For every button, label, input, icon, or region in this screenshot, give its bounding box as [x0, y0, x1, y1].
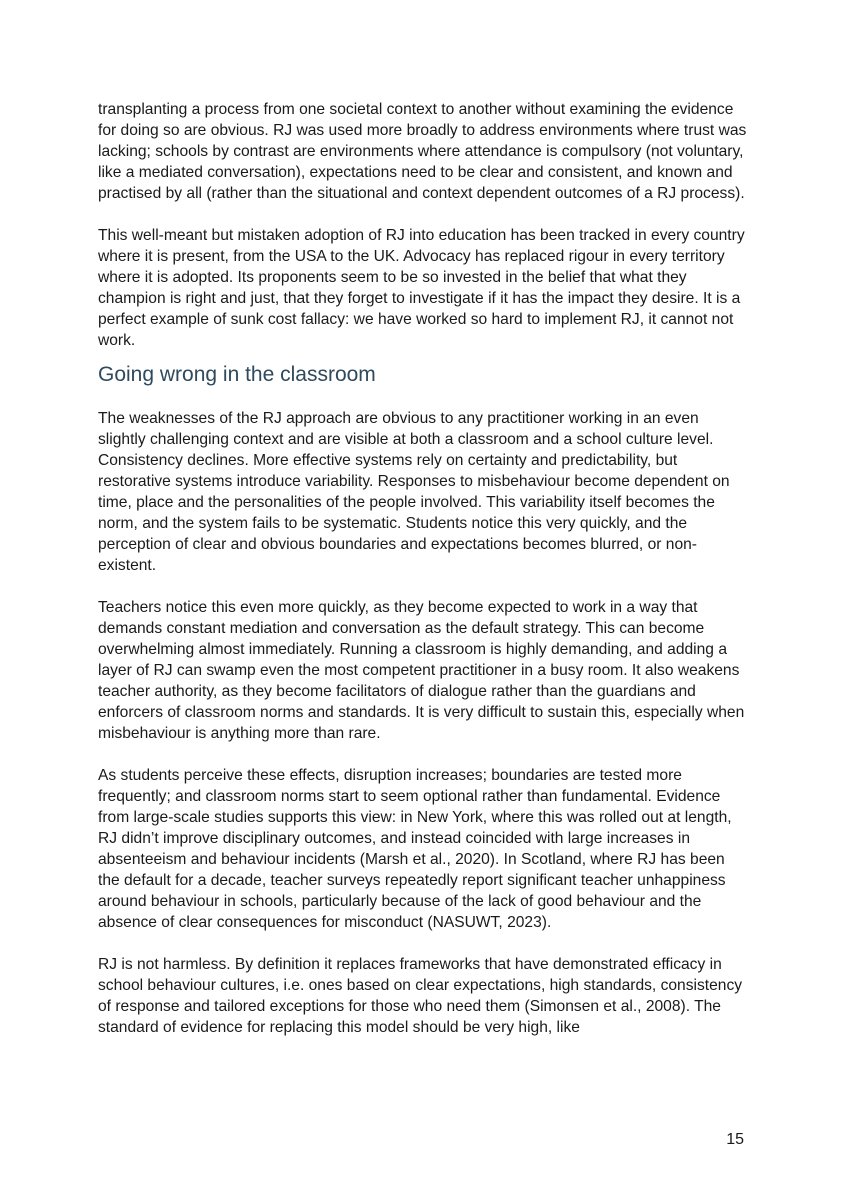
- document-page: [98, 99, 748, 1038]
- paragraph-spacer: [98, 933, 748, 954]
- paragraph-spacer: [98, 744, 748, 765]
- paragraph-spacer: [98, 204, 748, 225]
- paragraph-spacer: [98, 576, 748, 597]
- page-number: 15: [726, 1131, 744, 1148]
- paragraph-2: This well-meant but mistaken adoption of RJ into education has been tracked in every country where it is present, from the USA to the UK. Advocacy has replaced rigour in every territory where it is adopted. Its proponents seem to be so invested in the belief that what they champion is right and just, that they forget to investigate if it has the impact they desire. It is a perfect example of sunk cost fallacy: we have worked so hard to implement RJ, it cannot not work.: [98, 227, 745, 349]
- paragraph-6: RJ is not harmless. By definition it replaces frameworks that have demonstrated efficacy in school behaviour cultures, i.e. ones based on clear expectations, high standards, consistency of response and tailored exceptions for those who need them (Simonsen et al., 2008). The standard of evidence for replacing this model should be very high, like: [98, 956, 743, 1036]
- paragraph-3: The weaknesses of the RJ approach are obvious to any practitioner working in an even slightly challenging context and are visible at both a classroom and a school culture level. Consistency declines. More effective systems rely on certainty and predictability, but restorative systems introduce variability. Responses to misbehaviour become dependent on time, place and the personalities of the people involved. This variability itself becomes the norm, and the system fails to be systematic. Students notice this very quickly, and the perception of clear and obvious boundaries and expectations becomes blurred, or non-existent.: [98, 410, 730, 574]
- paragraph-4: Teachers notice this even more quickly, as they become expected to work in a way that demands constant mediation and conversation as the default strategy. This can become overwhelming almost immediately. Running a classroom is highly demanding, and adding a layer of RJ can swamp even the most competent practitioner in a busy room. It also weakens teacher authority, as they become facilitators of dialogue rather than the guardians and enforcers of classroom norms and standards. It is very difficult to sustain this, especially when misbehaviour is anything more than rare.: [98, 599, 745, 742]
- paragraph-1: transplanting a process from one societal context to another without examining the evidence for doing so are obvious. RJ was used more broadly to address environments where trust was lacking; schools by contrast are environments where attendance is compulsory (not voluntary, like a mediated conversation), expectations need to be clear and consistent, and known and practised by all (rather than the situational and context dependent outcomes of a RJ process).: [98, 101, 747, 202]
- paragraph-5: As students perceive these effects, disruption increases; boundaries are tested more frequently; and classroom norms start to seem optional rather than fundamental. Evidence from large-scale studies supports this view: in New York, where this was rolled out at length, RJ didn’t improve disciplinary outcomes, and instead coincided with large increases in absenteeism and behaviour incidents (Marsh et al., 2020). In Scotland, where RJ has been the default for a decade, teacher surveys repeatedly report significant teacher unhappiness around behaviour in schools, particularly because of the lack of good behaviour and the absence of clear consequences for misconduct (NASUWT, 2023).: [98, 767, 732, 931]
- section-heading: Going wrong in the classroom: [98, 363, 376, 386]
